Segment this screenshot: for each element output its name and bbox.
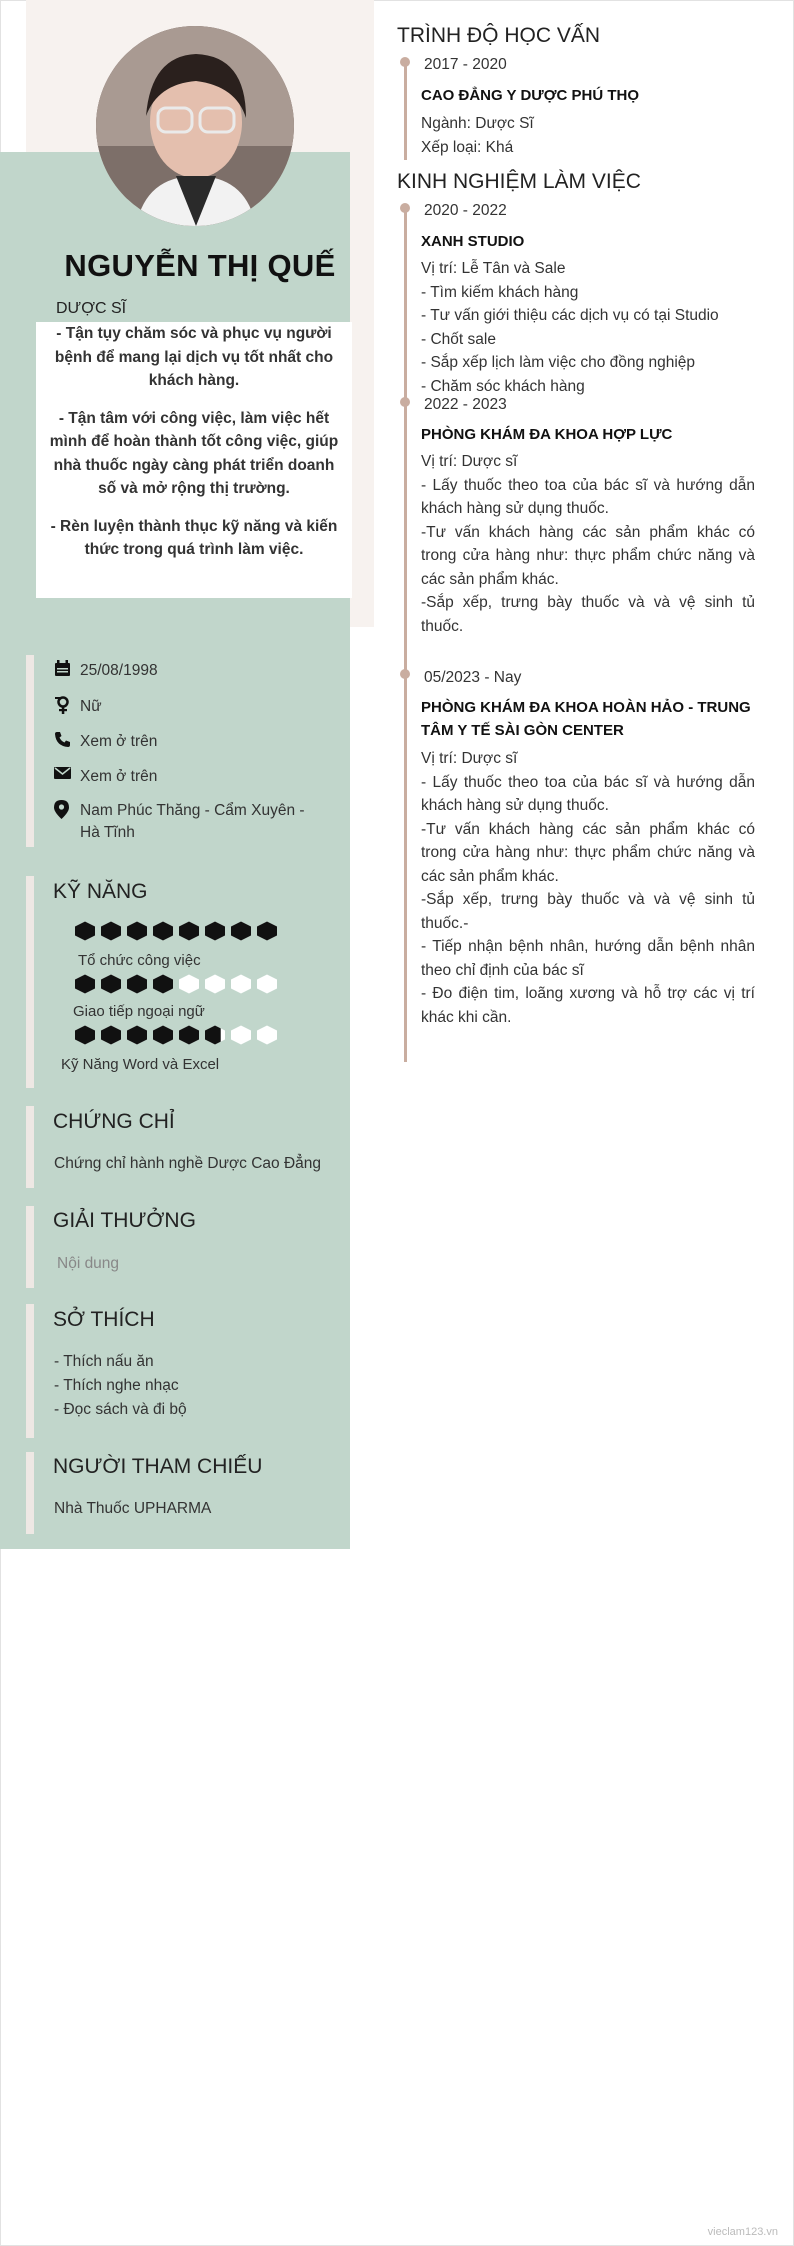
watermark: vieclam123.vn bbox=[707, 2226, 778, 2238]
job-period: 05/2023 - Nay bbox=[424, 669, 522, 686]
certificate-item: Chứng chỉ hành nghề Dược Cao Đẳng bbox=[54, 1155, 322, 1172]
birthday-row bbox=[54, 660, 158, 682]
summary-paragraph: - Tận tâm với công việc, làm việc hết mình để hoàn thành tốt công việc, giúp nhà thuốc ngày càng phát triển doanh số và mở rộng thị trường. bbox=[49, 409, 339, 497]
skill-hexagon bbox=[230, 921, 252, 941]
skill-label: Tổ chức công việc bbox=[78, 952, 201, 969]
skill-hexagon bbox=[100, 974, 122, 994]
full-name: NGUYỄN THỊ QUẾ bbox=[64, 248, 336, 283]
skill-hexagon bbox=[230, 974, 252, 994]
hobby-item: - Thích nấu ăn bbox=[54, 1353, 154, 1370]
phone-row bbox=[54, 731, 157, 753]
skill-label: Kỹ Năng Word và Excel bbox=[61, 1056, 220, 1073]
skill-hexagon bbox=[204, 974, 226, 994]
email-row bbox=[54, 766, 157, 788]
job-line: - Tiếp nhận bệnh nhân, hướng dẫn bệnh nhân theo chỉ định của bác sĩ bbox=[421, 938, 755, 979]
company-name: PHÒNG KHÁM ĐA KHOA HỢP LỰC bbox=[421, 426, 673, 443]
email-icon bbox=[54, 766, 76, 785]
company-name: XANH STUDIO bbox=[421, 233, 525, 250]
timeline-dot bbox=[400, 57, 410, 67]
references-section-bar bbox=[26, 1452, 34, 1534]
hobby-list bbox=[54, 1350, 187, 1422]
awards-title: GIẢI THƯỞNG bbox=[53, 1209, 196, 1232]
reference-item: Nhà Thuốc UPHARMA bbox=[54, 1500, 212, 1517]
contact-section-bar bbox=[26, 655, 34, 847]
skill-rating-2 bbox=[74, 974, 278, 994]
skill-hexagon bbox=[178, 1025, 200, 1045]
experience-timeline bbox=[404, 210, 407, 1062]
education-title: TRÌNH ĐỘ HỌC VẤN bbox=[397, 24, 601, 47]
job-period: 2020 - 2022 bbox=[424, 202, 507, 219]
skills-title: KỸ NĂNG bbox=[53, 880, 148, 903]
job-details bbox=[421, 257, 755, 398]
gender-row bbox=[54, 696, 102, 719]
skill-hexagon bbox=[126, 921, 148, 941]
job-line: - Đo điện tim, loãng xương và hỗ trợ các vị trí khác khi cần. bbox=[421, 985, 755, 1026]
summary-paragraph: - Tận tụy chăm sóc và phục vụ người bệnh để mang lại dịch vụ tốt nhất cho khách hàng. bbox=[54, 325, 334, 389]
award-placeholder: Nội dung bbox=[57, 1255, 120, 1272]
education-major: Ngành: Dược Sĩ bbox=[421, 115, 534, 132]
hobby-item: - Thích nghe nhạc bbox=[54, 1377, 179, 1394]
awards-section-bar bbox=[26, 1206, 34, 1288]
job-period: 2022 - 2023 bbox=[424, 396, 507, 413]
school-name: CAO ĐẲNG Y DƯỢC PHÚ THỌ bbox=[421, 87, 640, 104]
skill-hexagon bbox=[230, 1025, 252, 1045]
job-line: - Chăm sóc khách hàng bbox=[421, 377, 585, 395]
job-line: - Tìm kiếm khách hàng bbox=[421, 283, 579, 301]
skill-hexagon bbox=[152, 1025, 174, 1045]
job-line: -Tư vấn khách hàng các sản phẩm khác có trong cửa hàng như: thực phẩm chức năng và các sản phẩm khác. bbox=[421, 820, 755, 885]
job-line: -Sắp xếp, trưng bày thuốc và và vệ sinh tủ thuốc. bbox=[421, 594, 755, 635]
phone-icon bbox=[54, 731, 76, 753]
job-line: - Lấy thuốc theo toa của bác sĩ và hướng dẫn khách hàng sử dụng thuốc. bbox=[421, 773, 755, 814]
job-title: DƯỢC SĨ bbox=[56, 300, 127, 317]
skill-hexagon bbox=[152, 974, 174, 994]
job-line: Vị trí: Lễ Tân và Sale bbox=[421, 260, 566, 277]
email-value[interactable]: Xem ở trên bbox=[80, 768, 158, 785]
gender-value: Nữ bbox=[80, 698, 102, 715]
job-details bbox=[421, 450, 755, 638]
location-pin-icon bbox=[54, 800, 76, 824]
timeline-dot bbox=[400, 397, 410, 407]
job-line: -Tư vấn khách hàng các sản phẩm khác có trong cửa hàng như: thực phẩm chức năng và các sản phẩm khác. bbox=[421, 523, 755, 588]
skill-hexagon bbox=[100, 921, 122, 941]
skill-rating-1 bbox=[74, 921, 278, 941]
job-details bbox=[421, 747, 755, 1029]
summary-paragraph: - Rèn luyện thành thục kỹ năng và kiến thức trong quá trình làm việc. bbox=[50, 517, 338, 558]
gender-icon bbox=[54, 696, 76, 719]
job-line: - Tư vấn giới thiệu các dịch vụ có tại Studio bbox=[421, 307, 719, 324]
hobbies-section-bar bbox=[26, 1304, 34, 1438]
skill-rating-3 bbox=[74, 1025, 278, 1045]
avatar bbox=[96, 26, 294, 226]
company-name: PHÒNG KHÁM ĐA KHOA HOÀN HẢO - TRUNG TÂM Y TẾ SÀI GÒN CENTER bbox=[421, 699, 751, 739]
job-line: - Chốt sale bbox=[421, 330, 496, 348]
timeline-dot bbox=[400, 669, 410, 679]
skill-hexagon bbox=[256, 921, 278, 941]
job-line: Vị trí: Dược sĩ bbox=[421, 453, 518, 470]
education-timeline bbox=[404, 62, 407, 160]
career-summary bbox=[36, 322, 352, 598]
skill-hexagon bbox=[100, 1025, 122, 1045]
education-period: 2017 - 2020 bbox=[424, 56, 507, 73]
skill-hexagon bbox=[74, 921, 96, 941]
education-grade: Xếp loại: Khá bbox=[421, 138, 514, 156]
hobbies-title: SỞ THÍCH bbox=[53, 1308, 155, 1331]
skills-section-bar bbox=[26, 876, 34, 1088]
job-line: - Lấy thuốc theo toa của bác sĩ và hướng dẫn khách hàng sử dụng thuốc. bbox=[421, 476, 755, 517]
skill-hexagon bbox=[256, 1025, 278, 1045]
job-line: -Sắp xếp, trưng bày thuốc và và vệ sinh tủ thuốc.- bbox=[421, 891, 755, 932]
certificates-title: CHỨNG CHỈ bbox=[53, 1110, 175, 1133]
education-details bbox=[421, 112, 755, 159]
skill-hexagon bbox=[204, 921, 226, 941]
skill-hexagon bbox=[178, 921, 200, 941]
job-line: Vị trí: Dược sĩ bbox=[421, 750, 518, 767]
skill-hexagon bbox=[204, 1025, 226, 1045]
experience-title: KINH NGHIỆM LÀM VIỆC bbox=[397, 170, 641, 193]
job-line: - Sắp xếp lịch làm việc cho đồng nghiệp bbox=[421, 354, 695, 371]
references-title: NGƯỜI THAM CHIẾU bbox=[53, 1455, 263, 1478]
skill-hexagon bbox=[126, 974, 148, 994]
skill-hexagon bbox=[178, 974, 200, 994]
skill-hexagon bbox=[256, 974, 278, 994]
skill-hexagon bbox=[74, 974, 96, 994]
hobby-item: - Đọc sách và đi bộ bbox=[54, 1401, 187, 1418]
timeline-dot bbox=[400, 203, 410, 213]
skill-label: Giao tiếp ngoại ngữ bbox=[73, 1003, 205, 1020]
skill-hexagon bbox=[126, 1025, 148, 1045]
phone-value[interactable]: Xem ở trên bbox=[80, 733, 158, 750]
address-value: Nam Phúc Thăng - Cẩm Xuyên - Hà Tĩnh bbox=[80, 802, 305, 841]
skill-hexagon bbox=[74, 1025, 96, 1045]
skill-hexagon bbox=[152, 921, 174, 941]
address-row bbox=[54, 800, 324, 844]
birthday-value: 25/08/1998 bbox=[80, 662, 158, 679]
calendar-icon bbox=[54, 660, 76, 682]
certificates-section-bar bbox=[26, 1106, 34, 1188]
